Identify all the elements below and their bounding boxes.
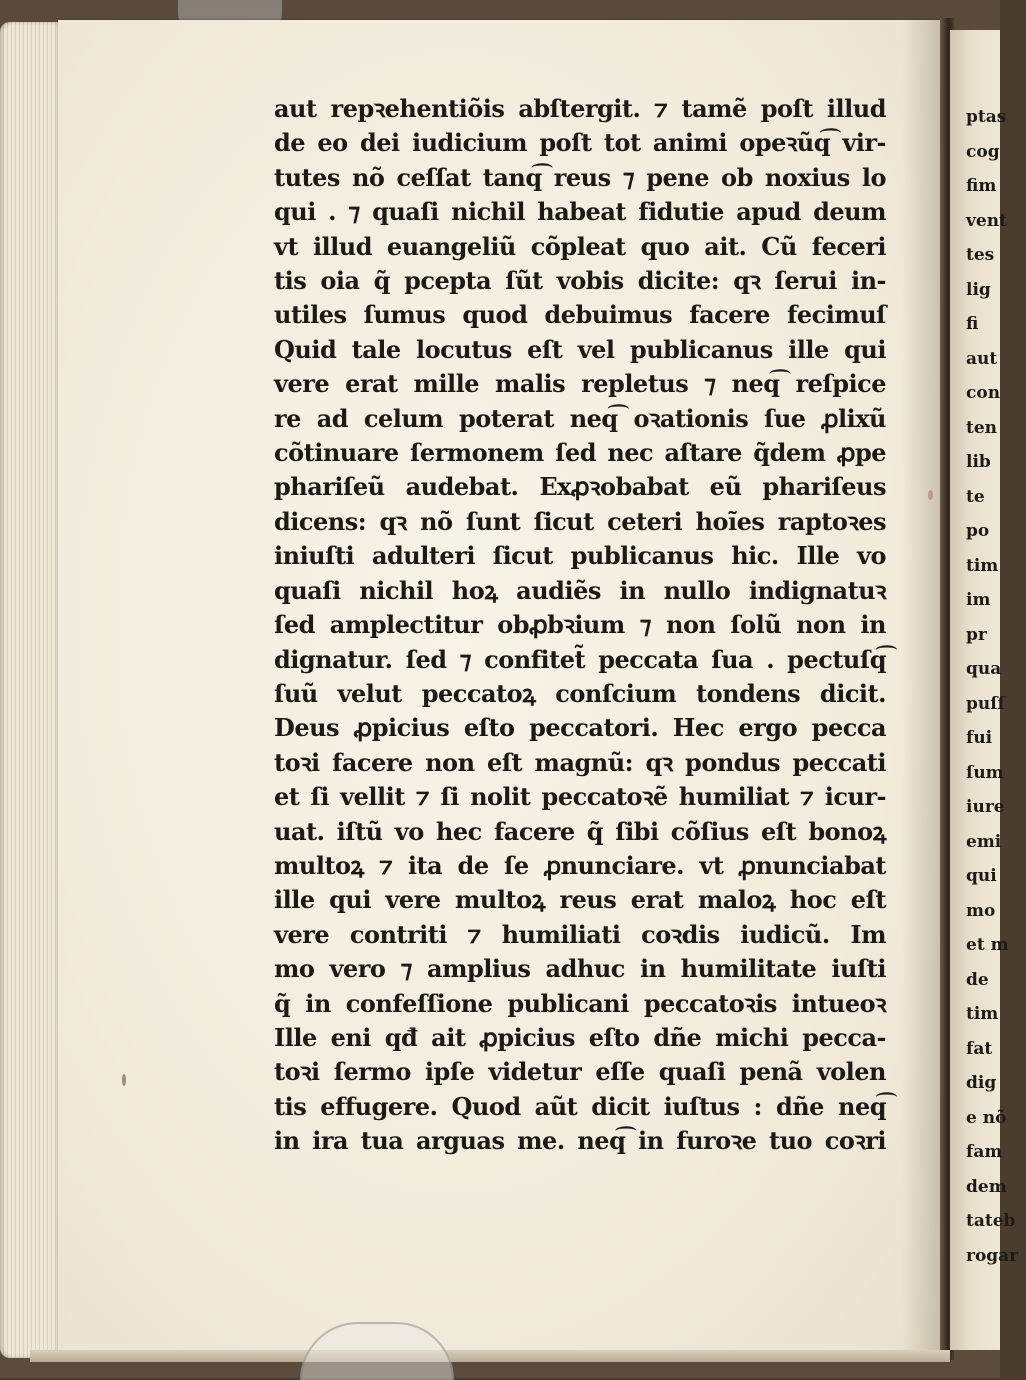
text-line: q̃ in confeſſione publicani peccatoꝛis intueoꝛ [274,988,886,1018]
facing-text-line: tim [966,555,999,576]
text-line: dicens: qꝛ nõ ſunt ſicut ceteri hoĩes raptoꝛes [274,506,886,536]
facing-text-line: dig [966,1073,997,1093]
page-text-block [274,92,886,1159]
text-line: multoꝝ ⁊ ita de ſe ꝓnunciare. vt ꝓnunciabat [274,850,886,880]
text-line: tis oia q̃ pcepta ſũt vobis dicite: qꝛ ſerui in‐ [274,266,886,296]
facing-text-line: ten [966,417,998,438]
facing-text-line: fui [966,728,993,748]
text-line: et ſi vellit ⁊ ſi nolit peccatoꝛẽ humiliat ⁊ icur‐ [274,782,886,812]
facing-text-line: iure [966,797,1005,817]
text-line: ſuũ velut peccatoꝝ conſcium tondens dicit. [274,678,886,708]
facing-text-line: qui [966,866,997,886]
facing-text-line: ſum [966,762,1004,783]
facing-text-line: tateb [966,1211,1016,1231]
facing-page-text [966,100,1026,1273]
facing-text-line: te [966,486,985,507]
foxing-spot [928,490,933,500]
facing-text-line: ptas [966,107,1007,127]
facing-text-line: cog [966,141,1000,162]
text-line: mo vero ⁊ amplius adhuc in humilitate iuſti [274,954,886,984]
facing-text-line: vent [966,210,1007,231]
foxing-spot [122,1074,126,1086]
left-page-edges [0,22,64,1358]
text-line: utiles ſumus quod debuimus facere fecimuſ [274,300,886,330]
facing-text-line: con [966,383,1001,403]
text-line: cõtinuare ſermonem ſed nec aſtare q̃dem ꝓpe [274,438,886,468]
facing-text-line: mo [966,900,996,921]
text-line: dignatur. ſed ⁊ confitet̃ peccata ſua . pectuſq͡ [274,644,886,674]
text-line: tis effugere. Quod aũt dicit iuſtus : dñe neq͡ [274,1091,886,1121]
facing-text-line: lib [966,452,991,472]
facing-text-line: fim [966,176,997,196]
facing-page [950,30,1019,1350]
text-line: toꝛi facere non eſt magnũ: qꝛ pondus peccati [274,747,886,777]
facing-text-line: aut [966,348,998,369]
text-line: toꝛi ſermo ipſe videtur eſſe quaſi penã volen [274,1057,886,1087]
text-line: ille qui vere multoꝝ reus erat maloꝝ hoc eſt [274,885,886,915]
text-line: qui . ⁊ quaſi nichil habeat fidutie apud deum [274,197,886,227]
text-line: Quid tale locutus eſt vel publicanus ille qui [274,334,886,364]
facing-text-line: puſſ [966,693,1005,714]
facing-text-line: et m [966,935,1009,955]
text-line: tutes nõ ceſſat tanq͡ reus ⁊ pene ob noxius lo [274,162,886,192]
facing-text-line: emi [966,831,1002,852]
facing-text-line: fam [966,1142,1003,1162]
text-line: ſed amplectitur obꝓbꝛium ⁊ non ſolũ non in [274,610,886,640]
facing-text-line: tes [966,245,995,265]
facing-text-line: pr [966,624,987,645]
text-line: phariſeũ audebat. Exꝓꝛobabat eũ phariſeus [274,472,886,502]
facing-text-line: e nõ [966,1107,1007,1128]
facing-text-line: de [966,969,989,990]
text-line: de eo dei iudicium poſt tot animi opeꝛũq͡ vir‐ [274,128,886,158]
facing-text-line: fi [966,314,979,334]
facing-text-line: rogar [966,1245,1019,1266]
facing-text-line: lig [966,279,991,300]
text-line: iniuſti adulteri ſicut publicanus hic. Ille vo [274,541,886,571]
text-line: in ira tua arguas me. neq͡ in furoꝛe tuo coꝛri [274,1126,886,1156]
bottom-page-edges [30,1350,950,1362]
text-line: re ad celum poterat neq͡ oꝛationis ſue ꝓlixũ [274,403,886,433]
text-line: quaſi nichil hoꝝ audiẽs in nullo indignatuꝛ [274,575,886,605]
facing-text-line: tim [966,1004,999,1024]
facing-text-line: qua [966,659,1002,679]
facing-text-line: po [966,521,990,541]
text-line: aut repꝛehentiõis abſtergit. ⁊ tamẽ poſt illud [274,94,886,123]
text-line: vt illud euangeliũ cõpleat quo ait. Cũ feceri [274,231,886,261]
text-line: Ille eni qđ ait ꝓpicius eſto dñe michi pecca‐ [274,1022,886,1052]
text-line: vere erat mille malis repletus ⁊ neq͡ reſpice [274,369,886,399]
facing-text-line: fat [966,1038,993,1059]
text-line: uat. iſtũ vo hec facere q̃ ſibi cõſius eſt bonoꝝ [274,816,886,846]
facing-text-line: im [966,590,991,610]
text-line: Deus ꝓpicius eſto peccatori. Hec ergo pecca [274,713,886,743]
text-line: vere contriti ⁊ humiliati coꝛdis iudicũ. Im [274,919,886,949]
facing-text-line: dem [966,1176,1007,1197]
